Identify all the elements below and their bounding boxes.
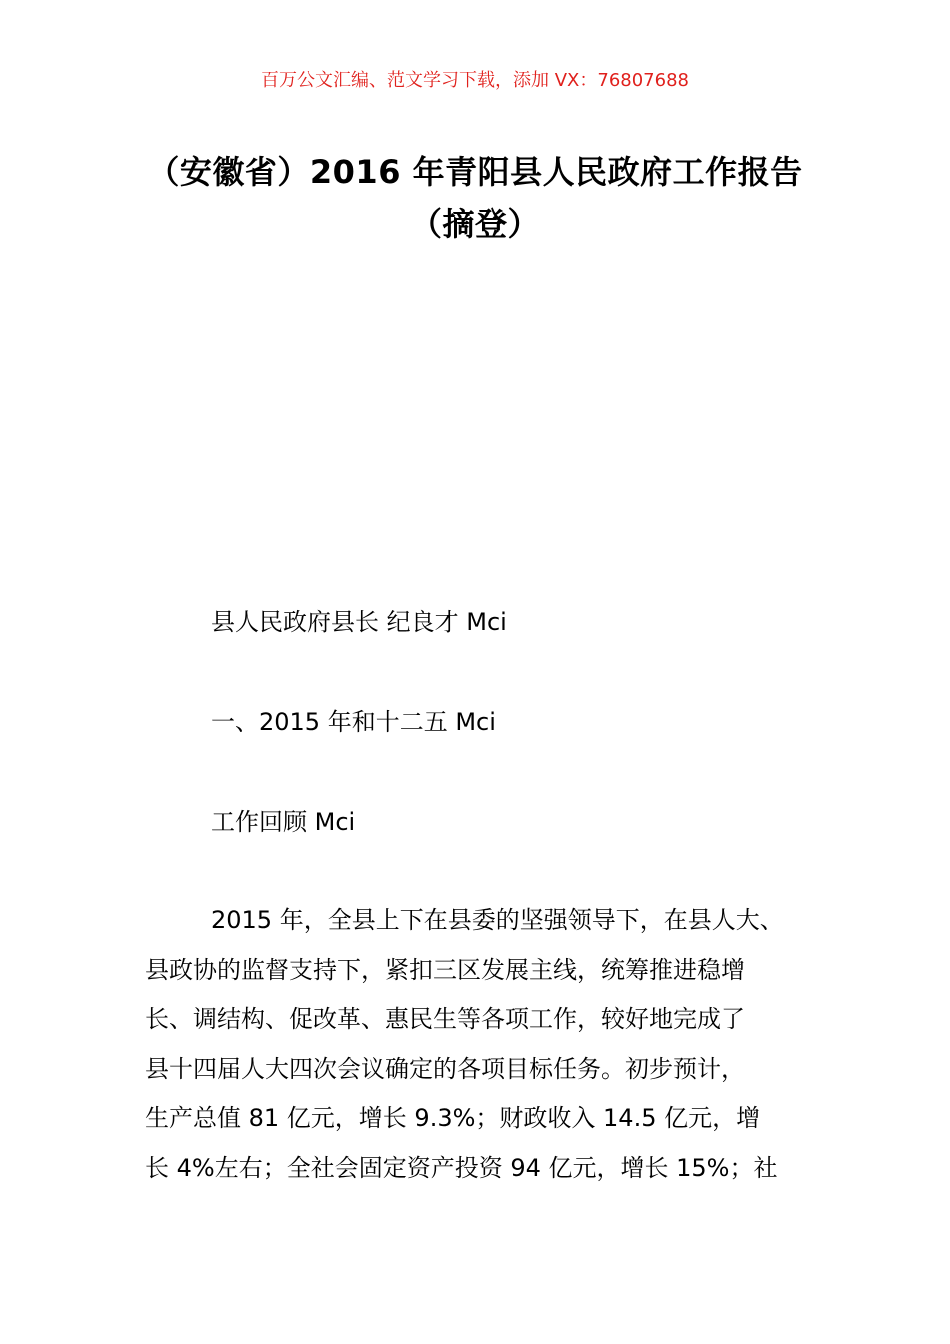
document-title: （安徽省）2016 年青阳县人民政府工作报告（摘登） (147, 153, 803, 243)
body-line: 县政协的监督支持下，紧扣三区发展主线，统筹推进稳增 (145, 955, 745, 984)
body-line: 生产总值 81 亿元，增长 9.3%；财政收入 14.5 亿元，增 (145, 1104, 761, 1132)
subsection-heading: 工作回顾 Mci (211, 808, 356, 836)
section-heading: 一、2015 年和十二五 Mci (211, 708, 496, 736)
body-paragraph (145, 902, 825, 1199)
author-line: 县人民政府县长 纪良才 Mci (211, 608, 507, 636)
body-line: 县十四届人大四次会议确定的各项目标任务。初步预计， (145, 1054, 745, 1083)
body-line: 长 4%左右；全社会固定资产投资 94 亿元，增长 15%；社 (145, 1153, 778, 1182)
header-promo-text: 百万公文汇编、范文学习下载，添加 VX：76807688 (261, 70, 689, 91)
body-line: 长、调结构、促改革、惠民生等各项工作，较好地完成了 (145, 1005, 745, 1033)
body-line: 2015 年，全县上下在县委的坚强领导下，在县人大、 (211, 906, 784, 934)
